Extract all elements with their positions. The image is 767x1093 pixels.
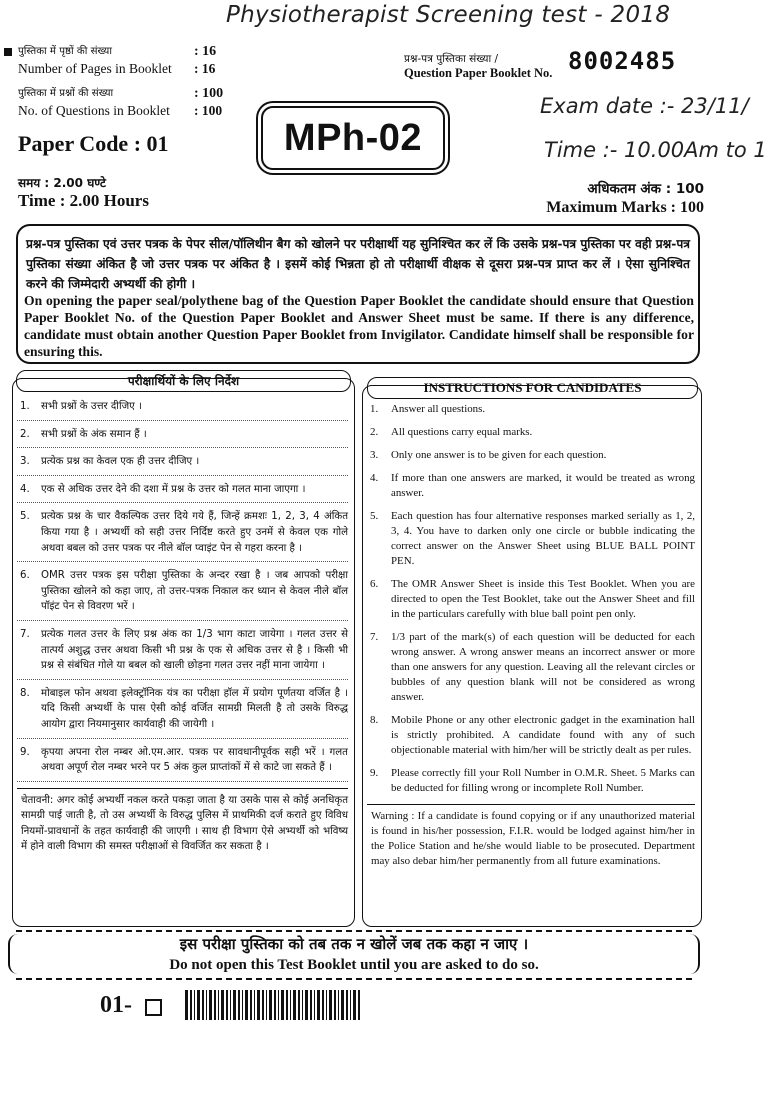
pages-hi-row	[18, 44, 258, 59]
instruction-text: Answer all questions.	[391, 403, 486, 415]
notice-box	[16, 224, 700, 364]
instruction-item	[367, 766, 695, 799]
subject-code: MPh-02	[283, 117, 423, 159]
instruction-text: 1/3 part of the mark(s) of each question will be deducted for each wrong answer. A wrong answer means an incorrect answer or more than one answers for any question. Leaving all the relevant circles or bubbles of any question blank will not be considered as wrong answer.	[391, 631, 695, 703]
instruction-text: सभी प्रश्नों के उत्तर दीजिए ।	[41, 401, 142, 412]
instruction-number: 5.	[370, 510, 379, 522]
barcode-icon	[185, 990, 361, 1020]
handwritten-exam-date: Exam date :- 23/11/	[540, 94, 749, 118]
instruction-text: If more than one answers are marked, it would be treated as wrong answer.	[391, 472, 695, 499]
instruction-number: 8.	[370, 714, 379, 726]
instruction-item	[367, 630, 695, 708]
footer-english: Do not open this Test Booklet until you are asked to do so.	[169, 957, 539, 973]
instruction-item	[17, 399, 348, 421]
instruction-number: 3.	[20, 456, 30, 468]
marks-hi: अधिकतम अंक : 100	[587, 181, 704, 197]
instruction-item	[17, 627, 348, 680]
instruction-text: मोबाइल फोन अथवा इलेक्ट्रॉनिक यंत्र का परीक्षा हॉल में प्रयोग पूर्णतया वर्जित है । यदि किसी अभ्यर्थी के पास ऐसी कोई वर्जित सामग्री मिलती है तो उसके विरुद्ध आयोग द्वारा नियमानुसार कार्यवाही की जायेगी ।	[41, 687, 348, 730]
instruction-number: 7.	[370, 631, 379, 643]
instruction-item	[367, 577, 695, 625]
bullet-mark	[4, 48, 12, 56]
handwritten-time: Time :- 10.00Am to 1	[544, 138, 767, 162]
hindi-panel	[12, 378, 355, 927]
instruction-number: 2.	[20, 428, 30, 440]
instruction-number: 4.	[20, 483, 30, 495]
booklet-no-hi: प्रश्न-पत्र पुस्तिका संख्या /	[404, 53, 499, 65]
pages-hi-label: पुस्तिका में पृष्ठों की संख्या	[18, 46, 112, 57]
instruction-item	[17, 686, 348, 739]
pages-en-label: Number of Pages in Booklet	[18, 61, 172, 76]
instruction-item	[367, 448, 695, 466]
instruction-text: Only one answer is to be given for each question.	[391, 449, 607, 461]
instruction-item	[17, 745, 348, 782]
instruction-item	[367, 509, 695, 572]
instruction-text: All questions carry equal marks.	[391, 426, 533, 438]
instruction-number: 6.	[370, 578, 379, 590]
instruction-item	[17, 568, 348, 621]
pages-en-value: : 16	[194, 61, 216, 76]
instruction-text: प्रत्येक प्रश्न का केवल एक ही उत्तर दीजिए ।	[41, 456, 200, 468]
instruction-number: 9.	[20, 746, 30, 758]
instruction-number: 9.	[370, 767, 379, 779]
instruction-text: Mobile Phone or any other electronic gadget in the examination hall is strictly prohibited. A candidate found with any of such objectionable material with him/her will be strictly dealt as per rules.	[391, 714, 695, 756]
instruction-number: 4.	[370, 472, 379, 484]
questions-hi-value: : 100	[194, 86, 224, 101]
pages-hi-value: : 16	[194, 44, 217, 59]
instruction-item	[367, 713, 695, 761]
instruction-text: प्रत्येक प्रश्न के चार वैकल्पिक उत्तर दिये गये हैं, जिन्हें क्रमशः 1, 2, 3, 4 अंकित किया गया है । अभ्यर्थी को सही उत्तर निर्दिष्ट करते हुए उनमें से केवल एक गोले अथवा बबल को उत्तर पत्रक पर नीले बॉल प्वाइंट पेन से गहरा करना है ।	[41, 511, 348, 554]
questions-en-label: No. of Questions in Booklet	[18, 103, 170, 118]
questions-en-value: : 100	[194, 103, 223, 118]
hindi-instruction-list	[17, 399, 348, 855]
instruction-number: 8.	[20, 687, 30, 699]
instruction-item	[17, 509, 348, 562]
hindi-panel-title: परीक्षार्थियों के लिए निर्देश	[16, 370, 351, 392]
instruction-number: 2.	[370, 426, 379, 438]
pages-en-row	[18, 61, 258, 77]
english-instruction-list	[367, 402, 695, 869]
instruction-text: The OMR Answer Sheet is inside this Test Booklet. When you are directed to open the Test Booklet, take out the Answer Sheet and fill in the particulars carefully with blue ball point pen only.	[391, 578, 695, 620]
marks-en: Maximum Marks : 100	[546, 199, 704, 216]
warning-text: Warning : If a candidate is found copying or if any unauthorized material is found in his/her possession, F.I.R. would be lodged against him/her in the Police Station and he/she would liable to be prosecuted. Department may also debar him/her permanently from all future examinations.	[367, 804, 695, 869]
instruction-item	[367, 425, 695, 443]
instruction-item	[367, 471, 695, 504]
footer-box	[8, 930, 700, 980]
instruction-item	[17, 482, 348, 504]
instruction-text: Please correctly fill your Roll Number in O.M.R. Sheet. 5 Marks can be deducted for filling wrong or incomplete Roll Number.	[391, 767, 695, 794]
instruction-text: एक से अधिक उत्तर देने की दशा में प्रश्न के उत्तर को गलत माना जाएगा ।	[41, 483, 306, 495]
booklet-no-en: Question Paper Booklet No.	[404, 66, 553, 80]
questions-hi-label: पुस्तिका में प्रश्नों की संख्या	[18, 88, 114, 99]
booklet-number: 8002485	[568, 47, 677, 75]
instruction-number: 3.	[370, 449, 379, 461]
notice-hindi: प्रश्न-पत्र पुस्तिका एवं उत्तर पत्रक के पेपर सील/पॉलिथीन बैग को खोलने पर परीक्षार्थी यह सुनिश्चित कर लें कि उसके प्रश्न-पत्र पुस्तिका पर वही प्रश्न-पत्र पुस्तिका संख्या अंकित है जो उत्तर पत्रक पर अंकित है । इसमें कोई भिन्नता हो तो परीक्षार्थी वीक्षक से दूसरा प्रश्न-पत्र प्राप्त कर लें । ऐसा सुनिश्चित करने की जिम्मेदारी अभ्यर्थी की होगी ।	[26, 237, 690, 291]
footer-hindi: इस परीक्षा पुस्तिका को तब तक न खोलें जब तक कहा न जाए ।	[179, 935, 529, 953]
instruction-item	[17, 427, 348, 449]
instruction-number: 1.	[370, 403, 379, 415]
code-checkbox	[145, 999, 162, 1016]
instruction-text: OMR उत्तर पत्रक इस परीक्षा पुस्तिका के अन्दर रखा है । जब आपको परीक्षा पुस्तिका खोलने को कहा जाए, तो उत्तर-पत्रक निकाल कर ध्यान से केवल नीले बॉल पॉइंट पेन से विवरण भरें ।	[41, 570, 348, 613]
questions-hi-row	[18, 86, 258, 101]
notice-english: On opening the paper seal/polythene bag of the Question Paper Booklet the candidate should ensure that Question Paper Booklet No. of the Question Paper Booklet and Answer Sheet must be same. If there is any difference, candidate must obtain another Question Paper Booklet from Invigilator. Candidate himself shall be responsible for ensuring this.	[24, 293, 694, 359]
instruction-item	[367, 402, 695, 420]
instruction-text: सभी प्रश्नों के अंक समान हैं ।	[41, 428, 147, 440]
time-en: Time : 2.00 Hours	[18, 191, 149, 210]
warning-text: चेतावनी: अगर कोई अभ्यर्थी नकल करते पकड़ा जाता है या उसके पास से कोई अनधिकृत सामग्री पाई जाती है, तो उस अभ्यर्थी के विरुद्ध पुलिस में प्राथमिकी दर्ज कराते हुए विविध नियमों-प्रावधानों के तहत कार्यवाही की जाएगी । साथ ही विभाग ऐसे अभ्यर्थी को भविष्य में होने वाली विभाग की समस्त परीक्षाओं से विवर्जित कर सकता है ।	[17, 788, 348, 855]
english-panel	[362, 385, 702, 927]
instruction-text: कृपया अपना रोल नम्बर ओ.एम.आर. पत्रक पर सावधानीपूर्वक सही भरें । गलत अथवा अपूर्ण रोल नम्बर भरने पर 5 अंक कुल प्राप्तांकों में से काटे जा सकते हैं ।	[41, 746, 348, 774]
instruction-number: 1.	[20, 401, 30, 412]
instruction-number: 6.	[20, 570, 30, 582]
instruction-text: Each question has four alternative responses marked serially as 1, 2, 3, 4. You have to darken only one circle or bubble indicating the correct answer on the Answer Sheet using BLUE BALL POINT PEN.	[391, 510, 695, 567]
paper-code: Paper Code : 01	[18, 131, 169, 156]
handwritten-title: Physiotherapist Screening test - 2018	[226, 2, 671, 28]
instruction-number: 5.	[20, 511, 30, 523]
instruction-text: प्रत्येक गलत उत्तर के लिए प्रश्न अंक का 1/3 भाग काटा जायेगा । गलत उत्तर से तात्पर्य अशुद्ध उत्तर अथवा किसी भी प्रश्न के एक से अधिक उत्तर से है । किसी भी प्रश्न से संबंधित गोले या बबल को खाली छोड़ना गलत उत्तर नहीं माना जायेगा ।	[41, 628, 348, 672]
instruction-item	[17, 454, 348, 476]
booklet-code: 01-	[100, 992, 132, 1018]
questions-en-row	[18, 103, 258, 119]
time-hi: समय : 2.00 घण्टे	[18, 176, 106, 190]
english-panel-title: INSTRUCTIONS FOR CANDIDATES	[367, 377, 698, 399]
instruction-number: 7.	[20, 628, 30, 640]
subject-code-box	[261, 106, 445, 170]
